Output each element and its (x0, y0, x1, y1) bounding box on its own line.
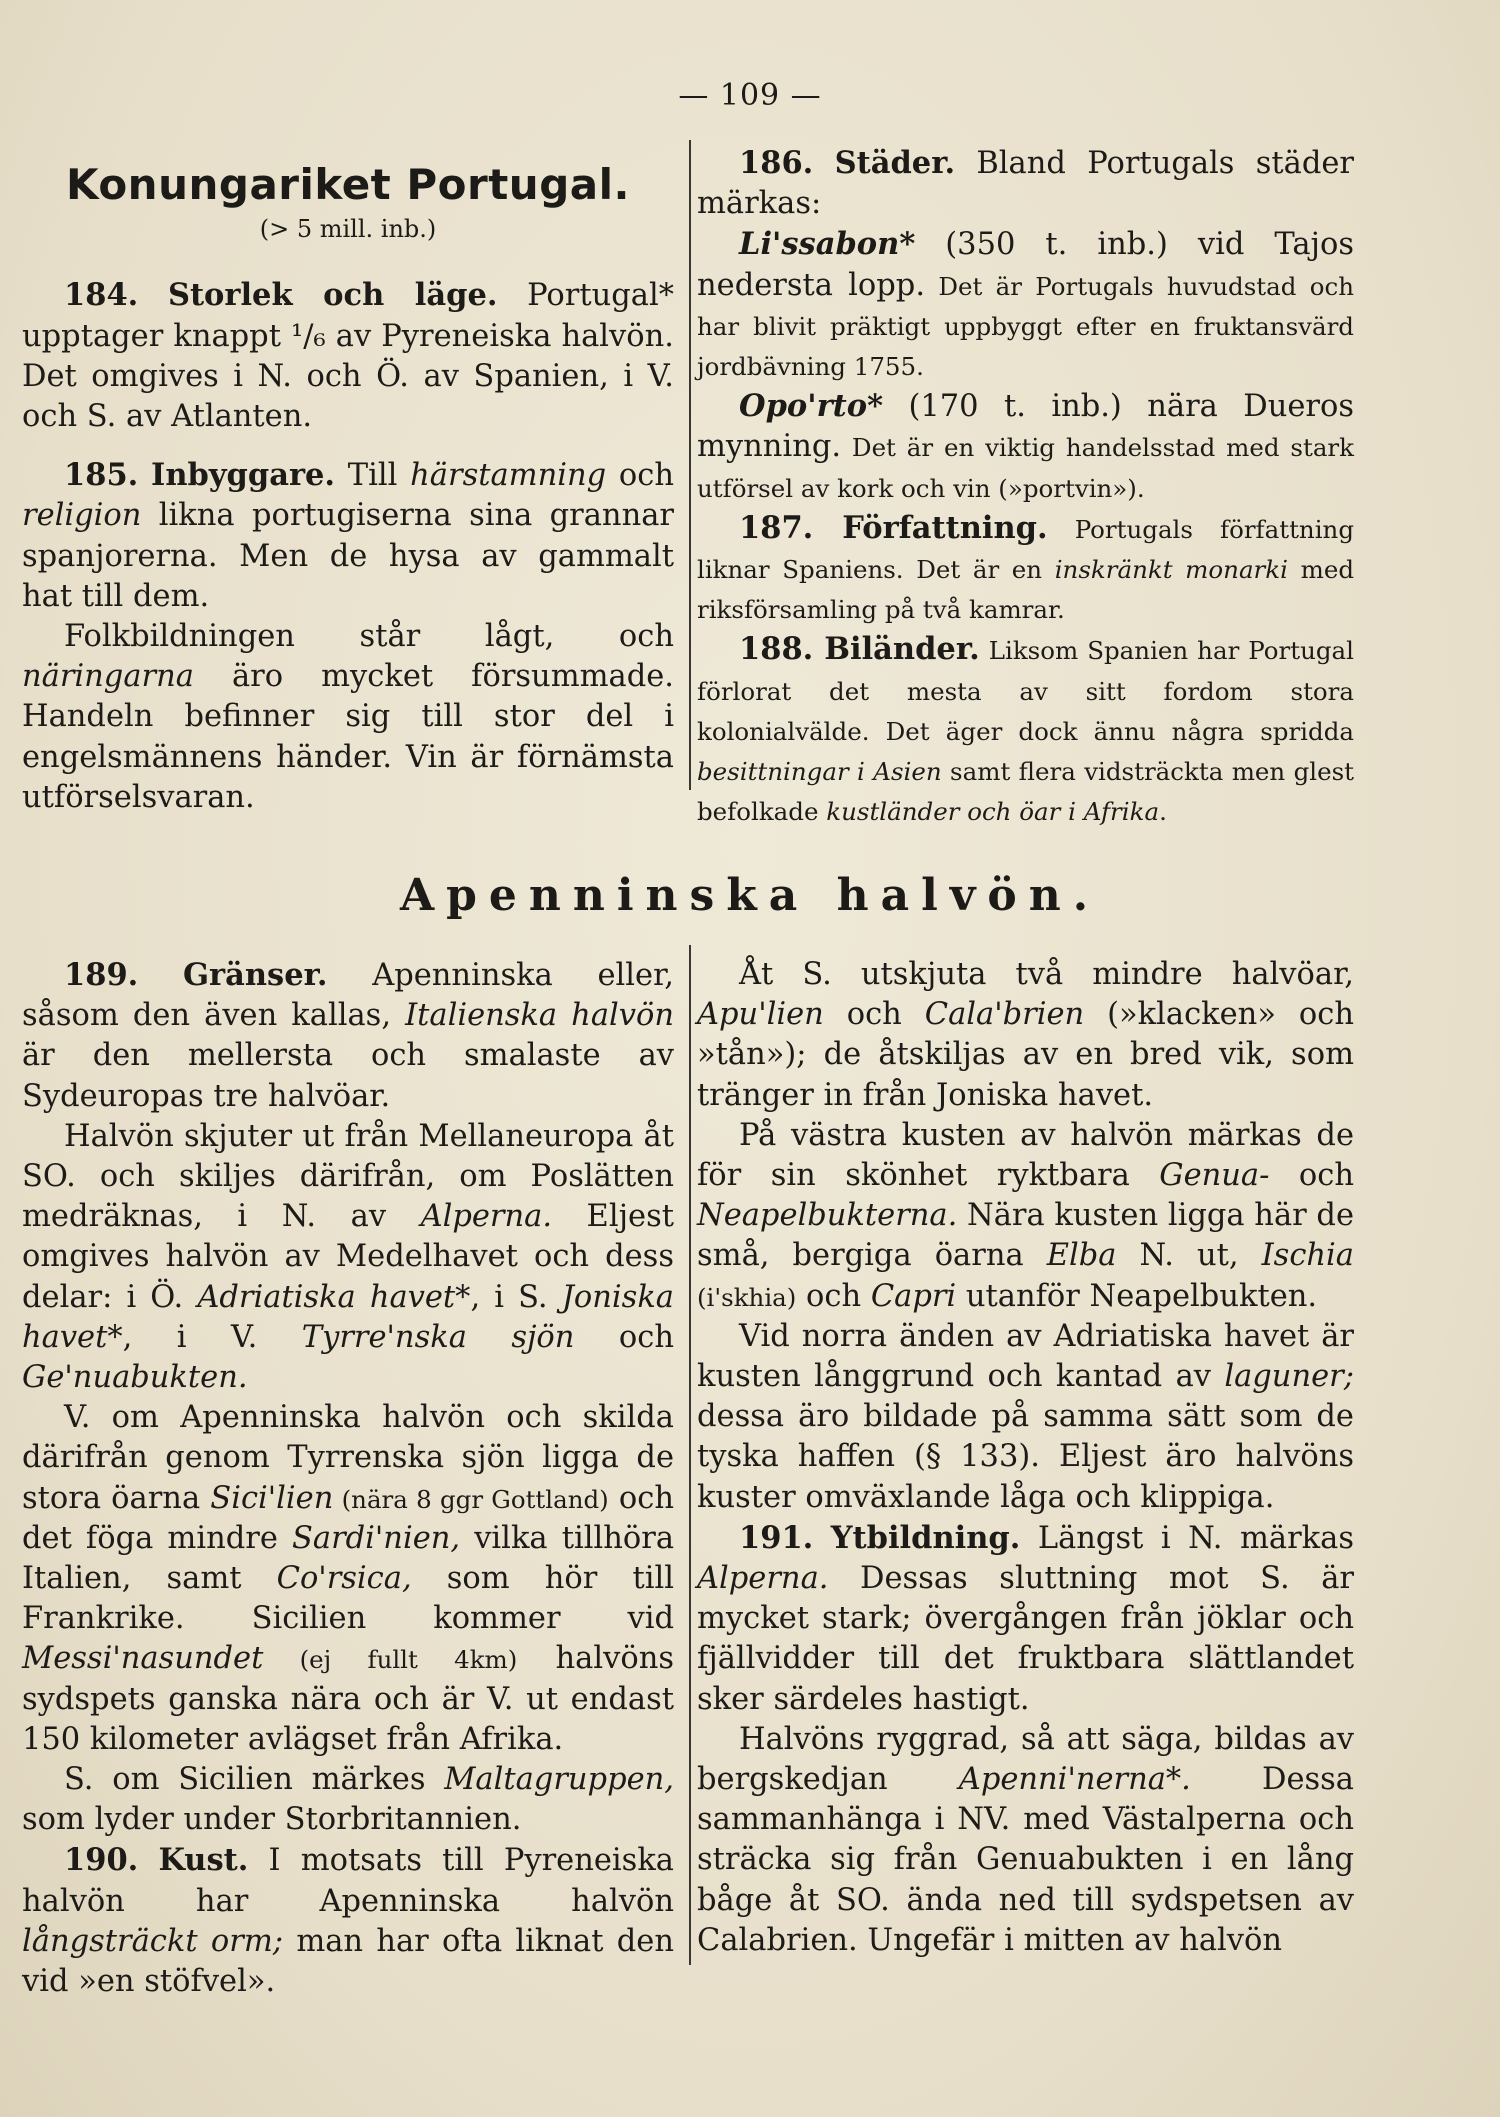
emphasis-text: Italienska halvön (405, 998, 674, 1034)
emphasis-text: Tyrre'nska sjön (301, 1319, 575, 1355)
paragraph-text: Dessas sluttning mot S. är mycket stark; övergången från jöklar och fjällvidder till det fruktbara slättlandet sker särdeles hastigt. (697, 1561, 1354, 1717)
paragraph-text: Portugal* upptager knappt ¹/₆ av Pyreneiska halvön. Det omgives i N. och Ö. av Spanien, i V. och S. av Atlanten. (22, 278, 674, 435)
section-number: 188. (739, 631, 814, 668)
paragraph-189 (22, 955, 674, 1117)
emphasis-text: Co'rsica, (276, 1561, 412, 1597)
paragraph-text: Åt S. utskjuta två mindre halvöar, (739, 957, 1354, 992)
paragraph-text: och (796, 1278, 871, 1314)
section-heading: Författning. (842, 509, 1048, 546)
section-number: 190. (64, 1842, 139, 1879)
emphasis-text: laguner; (1224, 1359, 1354, 1395)
paragraph-190 (22, 1840, 674, 2002)
city-population: (170 t. inb.) (883, 389, 1122, 425)
paragraph-text: äro mycket försummade. Handeln befinner sig till stor del i engelsmännens händer. Vin är förnämsta utförselsvaran. (22, 659, 674, 815)
paragraph-184 (22, 275, 674, 437)
paragraph-text: och (574, 1319, 674, 1355)
emphasis-text: Joniska havet* (22, 1279, 674, 1355)
emphasis-text: kustländer och öar i Afrika (826, 797, 1160, 827)
page-number: — 109 — (678, 78, 822, 113)
paragraph-189b (22, 1117, 674, 1398)
paragraph-text: är den mellersta och smalaste av Sydeuropas tre halvöar. (22, 1038, 674, 1114)
paragraph-text: dessa äro bildade på samma sätt som de tyska haffen (§ 133). Eljest äro halvöns kuster omväxlande låga och klippiga. (697, 1399, 1354, 1515)
paragraph-191b (697, 1720, 1354, 1961)
city-population: (350 t. inb.) (915, 227, 1168, 263)
emphasis-text: Messi'nasundet (22, 1641, 264, 1677)
section-title: Apenninska halvön. (399, 870, 1101, 921)
section-number: 185. (64, 457, 139, 494)
section-heading: Biländer. (824, 631, 980, 668)
paragraph-190c (697, 1116, 1354, 1317)
emphasis-text: Ischia (1261, 1238, 1354, 1274)
small-text: (nära 8 ggr Gottland) (333, 1484, 609, 1514)
section-number: 186. (739, 145, 814, 181)
emphasis-text: härstamning (410, 458, 607, 494)
paragraph-text: Nära kusten ligga här de små, bergiga öarna (697, 1198, 1354, 1274)
paragraph-187 (697, 508, 1354, 630)
section-number: 187. (739, 509, 814, 546)
paragraph-text: N. ut, (1116, 1238, 1262, 1274)
chapter-subtitle: (> 5 mill. inb.) (259, 215, 437, 244)
city-note: Det är Portugals huvudstad och har blivit präktigt uppbyggt efter en fruktansvärd jordbävning 1755. (697, 271, 1355, 382)
paragraph-text: Eljest omgives halvön av Medelhavet och dess delar: i Ö. (22, 1199, 674, 1315)
paragraph-185 (22, 455, 674, 617)
paragraph-text: Dessa sammanhänga i NV. med Västalperna och sträcka sig från Genuabukten i en lång båge åt SO. ända ned till sydspetsen av Calabrien. Ungefär i mitten av halvön (697, 1762, 1354, 1958)
paragraph-text: , i V. (122, 1319, 302, 1355)
paragraph-text: (»klacken» och »tån»); de åtskiljas av en bred vik, som tränger in från Joniska havet. (697, 997, 1355, 1113)
paragraph-text: V. om Apenninska halvön och skilda därifrån genom Tyrrenska sjön ligga de stora öarna (22, 1400, 674, 1516)
right-column-bottom (697, 955, 1354, 1961)
section-heading: Storlek och läge. (167, 277, 498, 314)
emphasis-text: näringarna (22, 659, 194, 695)
paragraph-text: Folkbildningen står lågt, och (64, 619, 674, 655)
emphasis-text: religion (22, 498, 142, 534)
emphasis-text: Apenni'nerna*. (958, 1762, 1191, 1798)
paragraph-text: Till (335, 458, 411, 494)
paragraph-text: Halvön skjuter ut från Mellaneuropa åt SO. och skiljes därifrån, om Poslätten medräknas, i N. av (22, 1118, 674, 1235)
emphasis-text: Adriatiska havet* (197, 1279, 471, 1315)
paragraph-text: med riksförsamling på två kamrar. (697, 555, 1355, 625)
paragraph-text: Liksom Spanien har Portugal förlorat det mesta av sitt fordom stora kolonialvälde. Det äger dock ännu några spridda (697, 636, 1354, 746)
emphasis-text: Genua- (1159, 1158, 1270, 1194)
section-number: 184. (64, 277, 139, 314)
paragraph-text: nära Dueros mynning. (697, 389, 1354, 465)
paragraph-text: och det föga mindre (22, 1480, 674, 1556)
paragraph-text: Längst i N. märkas (1020, 1520, 1354, 1556)
city-name: Li'ssabon* (739, 226, 916, 263)
emphasis-text: Ge'nuabukten. (22, 1360, 248, 1396)
section-heading: Inbyggare. (151, 457, 336, 494)
paragraph-text: man har ofta liknat den vid »en stöfvel». (22, 1923, 675, 2000)
emphasis-text: Apu'lien (697, 997, 824, 1033)
column-divider-top (689, 140, 691, 790)
paragraph-185b (22, 617, 674, 818)
paragraph-text: vilka tillhöra Italien, samt (22, 1520, 674, 1597)
paragraph-text: utanför Neapelbukten. (956, 1278, 1318, 1314)
column-divider-bottom (689, 945, 691, 1965)
paragraph-text: halvöns sydspets ganska nära och är V. ut endast 150 kilometer avlägset från Afrika. (22, 1641, 674, 1757)
paragraph-text: Portugals författning liknar Spaniens. Det är en (697, 514, 1355, 585)
paragraph-190b (697, 955, 1354, 1116)
city-oporto (697, 386, 1354, 508)
chapter-title: Konungariket Portugal. (66, 160, 630, 209)
left-column-bottom (22, 955, 674, 2002)
right-column-top (697, 143, 1354, 831)
section-heading: Gränser. (182, 957, 328, 993)
section-number: 191. (739, 1519, 814, 1556)
paragraph-text: och (606, 458, 674, 494)
city-lissabon (697, 224, 1354, 386)
city-name: Opo'rto* (739, 388, 884, 425)
section-number: 189. (64, 957, 139, 993)
emphasis-text: Maltagruppen, (444, 1762, 674, 1798)
paragraph-text: På västra kusten av halvön märkas de för sin skönhet ryktbara (697, 1117, 1354, 1194)
paragraph-text: Apenninska eller, såsom den även kallas, (22, 958, 674, 1034)
paragraph-186 (697, 143, 1354, 224)
emphasis-text: Neapelbukterna. (697, 1198, 958, 1234)
paragraph-190d (697, 1317, 1354, 1518)
section-heading: Städer. (834, 145, 956, 181)
paragraph-189c (22, 1398, 674, 1760)
paragraph-189d (22, 1760, 674, 1840)
small-text: (i'skhia) (697, 1282, 797, 1312)
emphasis-text: Cala'brien (924, 997, 1085, 1033)
paragraph-text: I motsats till Pyreneiska halvön har Apenninska halvön (22, 1843, 674, 1919)
emphasis-text: långsträckt orm; (22, 1923, 284, 1959)
paragraph-text: samt flera vidsträckta men glest befolkade (697, 757, 1355, 827)
emphasis-text: besittningar i Asien (697, 757, 942, 787)
emphasis-text: Capri (870, 1278, 957, 1314)
emphasis-text: Sici'lien (210, 1480, 334, 1516)
paragraph-text: och (1269, 1158, 1354, 1194)
emphasis-text: inskränkt monarki (1054, 555, 1288, 585)
city-note: Det är en viktig handelsstad med stark utförsel av kork och vin (»portvin»). (697, 433, 1354, 503)
paragraph-text: Vid norra änden av Adriatiska havet är kusten långgrund och kantad av (697, 1318, 1354, 1395)
paragraph-text: vid Tajos nedersta lopp. (697, 227, 1354, 303)
paragraph-text: likna portugiserna sina grannar spanjorerna. Men de hysa av gammalt hat till dem. (22, 498, 674, 614)
paragraph-text: S. om Sicilien märkes (64, 1762, 445, 1798)
small-text: (ej fullt 4km) (263, 1645, 518, 1675)
paragraph-text: Halvöns ryggrad, så att säga, bildas av bergskedjan (697, 1721, 1354, 1798)
left-column-top (22, 160, 674, 818)
paragraph-text: , i S. (470, 1279, 562, 1315)
paragraph-text: Bland Portugals städer märkas: (697, 146, 1354, 222)
paragraph-191 (697, 1518, 1354, 1720)
paragraph-188 (697, 629, 1354, 831)
paragraph-text: som hör till Frankrike. Sicilien kommer vid (22, 1561, 674, 1637)
paragraph-text: och (823, 997, 925, 1033)
section-heading: Ytbildning. (830, 1519, 1021, 1556)
emphasis-text: Alperna. (420, 1199, 553, 1235)
emphasis-text: Sardi'nien, (291, 1520, 461, 1556)
paragraph-text: som lyder under Storbritannien. (22, 1802, 522, 1838)
section-heading: Kust. (158, 1842, 249, 1879)
emphasis-text: Elba (1046, 1238, 1117, 1274)
paragraph-text: . (1159, 797, 1167, 827)
emphasis-text: Alperna. (697, 1561, 829, 1597)
